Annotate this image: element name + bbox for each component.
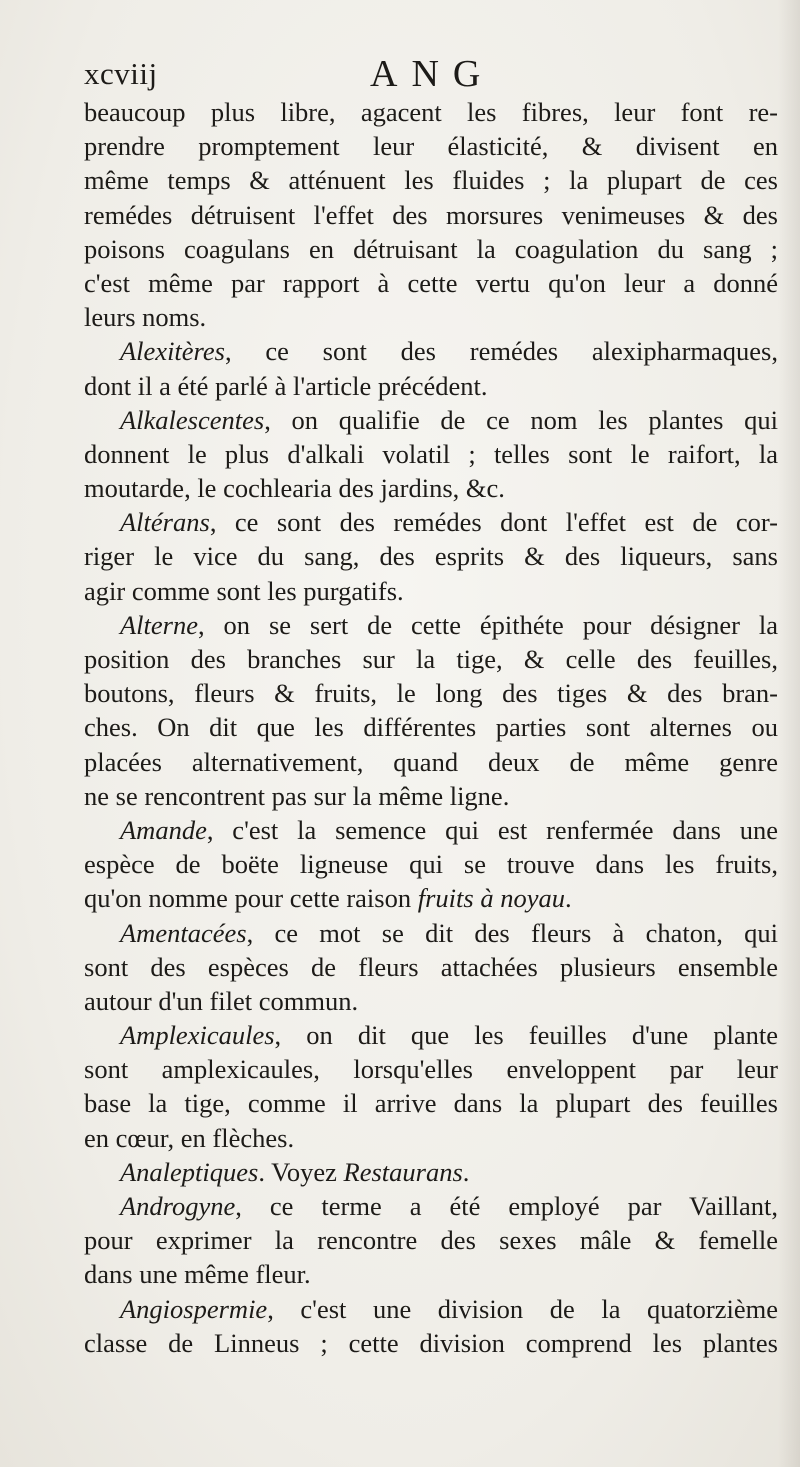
glossary-term: Angiospermie	[120, 1293, 268, 1324]
text-line	[84, 710, 778, 744]
text-line	[84, 471, 778, 505]
text-line	[84, 163, 778, 197]
line-text: dont il a été parlé à l'article précédent.	[84, 370, 488, 401]
line-text: moutarde, le cochlearia des jardins, &c.	[84, 473, 505, 504]
glossary-entry-line	[84, 505, 778, 539]
page-number: xcviij	[84, 56, 158, 91]
glossary-term: Amentacées	[120, 917, 247, 948]
line-text: , ce mot se dit des fleurs à chaton, qui	[246, 917, 778, 948]
line-text: en cœur, en flèches.	[84, 1122, 295, 1153]
line-text: poisons coagulans en détruisant la coagulation du sang ;	[84, 233, 778, 264]
glossary-term: Altérans	[120, 507, 210, 538]
line-text: , ce sont des remédes dont l'effet est de cor-	[209, 507, 778, 538]
text-line	[84, 266, 778, 300]
line-text: espèce de boëte ligneuse qui se trouve dans les fruits,	[84, 849, 778, 880]
line-text: , ce terme a été employé par Vaillant,	[235, 1191, 778, 1221]
glossary-term: Analeptiques	[120, 1156, 259, 1187]
line-text: ne se rencontrent pas sur la même ligne.	[84, 780, 510, 811]
glossary-term: Alexitères	[120, 336, 225, 367]
text-line	[84, 984, 778, 1018]
text-line	[84, 1257, 778, 1291]
line-text: pour exprimer la rencontre des sexes mâle & femelle	[84, 1225, 778, 1256]
line-text: beaucoup plus libre, agacent les fibres, leur font re-	[84, 97, 778, 127]
text-line	[84, 129, 778, 163]
line-text: , ce sont des remédes alexipharmaques,	[224, 336, 778, 367]
text-line	[84, 574, 778, 608]
line-text: qu'on nomme pour cette raison	[84, 883, 418, 914]
text-line	[84, 232, 778, 266]
text-line	[84, 1223, 778, 1257]
text-line	[84, 437, 778, 471]
text-line	[84, 1086, 778, 1120]
glossary-entry-line	[84, 1155, 778, 1189]
glossary-entry-line	[84, 1189, 778, 1223]
text-line	[84, 745, 778, 779]
line-text: , on se sert de cette épithéte pour désigner la	[198, 609, 778, 640]
line-text: , c'est la semence qui est renfermée dans une	[206, 814, 778, 845]
line-tail: .	[564, 883, 572, 914]
glossary-entry-line	[84, 334, 778, 368]
line-text: ches. On dit que les différentes parties sont alternes ou	[84, 712, 778, 743]
text-line	[84, 1326, 778, 1360]
line-text: riger le vice du sang, des esprits & des liqueurs, sans	[84, 541, 778, 572]
glossary-entry-line	[84, 403, 778, 437]
text-line	[84, 847, 778, 881]
text-line	[84, 676, 778, 710]
text-line	[84, 642, 778, 676]
glossary-term: Amplexicaules	[120, 1020, 275, 1051]
cross-reference-term: fruits à noyau	[417, 883, 565, 914]
text-line	[84, 950, 778, 984]
line-text: , on qualifie de ce nom les plantes qui	[264, 404, 778, 435]
line-text: donnent le plus d'alkali volatil ; telles sont le raifort, la	[84, 438, 778, 469]
line-text: autour d'un filet commun.	[84, 985, 359, 1016]
glossary-entry-line	[84, 1018, 778, 1052]
line-text: . Voyez	[258, 1156, 344, 1187]
line-text: prendre promptement leur élasticité, & divisent en	[84, 131, 778, 162]
glossary-entry-line	[84, 813, 778, 847]
glossary-term: Alkalescentes	[120, 404, 265, 435]
line-text: même temps & atténuent les fluides ; la plupart de ces	[84, 165, 778, 196]
text-line	[84, 779, 778, 813]
glossary-term: Alterne	[120, 609, 198, 640]
line-text: remédes détruisent l'effet des morsures venimeuses & des	[84, 199, 778, 230]
text-line	[84, 881, 778, 915]
text-line	[84, 1052, 778, 1086]
line-text: boutons, fleurs & fruits, le long des tiges & des bran-	[84, 678, 778, 709]
glossary-entry-line	[84, 916, 778, 950]
text-line	[84, 198, 778, 232]
line-text: agir comme sont les purgatifs.	[84, 575, 404, 606]
line-text: leurs noms.	[84, 302, 207, 333]
line-text: classe de Linneus ; cette division comprend les plantes	[84, 1327, 778, 1358]
glossary-entry-line	[84, 1292, 778, 1326]
text-line	[84, 1121, 778, 1155]
running-head: ANG	[370, 53, 495, 95]
line-text: placées alternativement, quand deux de même genre	[84, 746, 778, 777]
line-text: dans une même fleur.	[84, 1259, 311, 1290]
glossary-term: Androgyne	[120, 1191, 236, 1221]
line-text: , on dit que les feuilles d'une plante	[274, 1020, 778, 1051]
text-line	[84, 369, 778, 403]
text-line	[84, 95, 778, 129]
page-header	[84, 52, 784, 100]
line-text: sont amplexicaules, lorsqu'elles enveloppent par leur	[84, 1054, 778, 1085]
body-text	[84, 95, 778, 1360]
line-text: base la tige, comme il arrive dans la plupart des feuilles	[84, 1088, 778, 1119]
cross-reference-term: Restaurans	[343, 1156, 463, 1187]
glossary-term: Amande	[120, 814, 207, 845]
text-line	[84, 539, 778, 573]
glossary-entry-line	[84, 608, 778, 642]
page-gutter-shadow	[778, 0, 800, 1467]
line-tail: .	[462, 1156, 470, 1187]
line-text: c'est même par rapport à cette vertu qu'on leur a donné	[84, 267, 778, 298]
text-line	[84, 300, 778, 334]
line-text: sont des espèces de fleurs attachées plusieurs ensemble	[84, 951, 778, 982]
line-text: , c'est une division de la quatorzième	[267, 1293, 778, 1324]
line-text: position des branches sur la tige, & celle des feuilles,	[84, 644, 778, 674]
